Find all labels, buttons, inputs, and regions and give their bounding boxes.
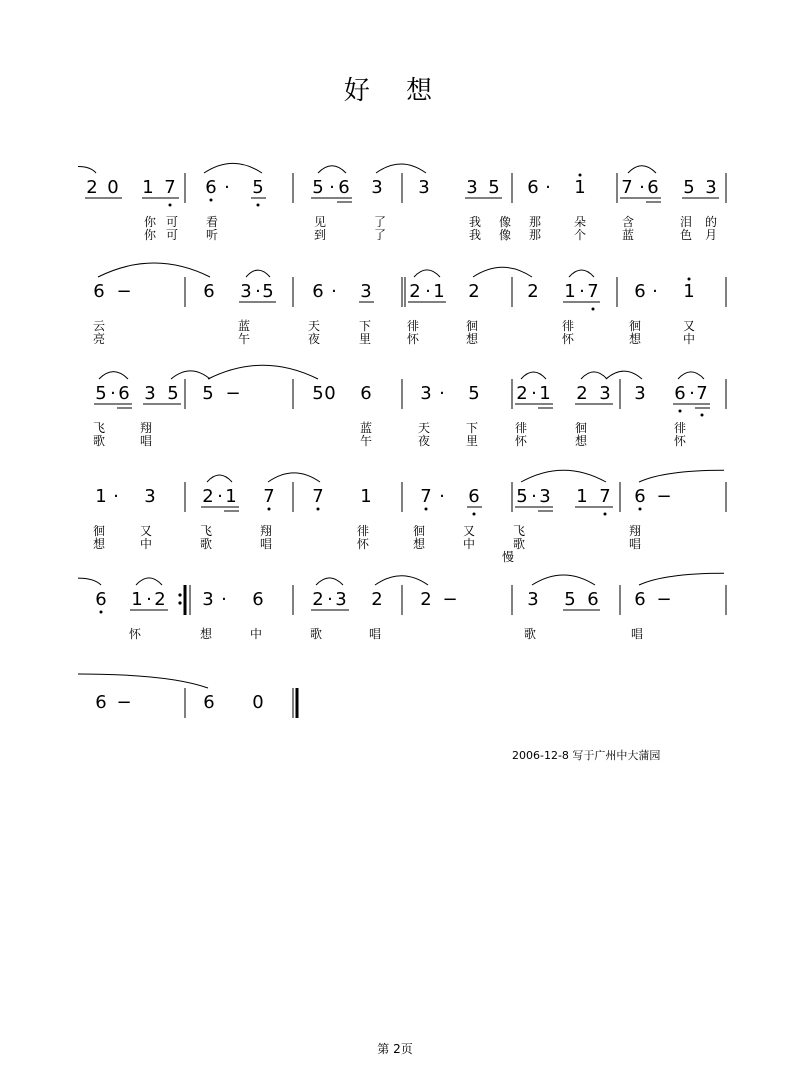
lyric-char: 里 — [358, 332, 372, 346]
note: 1 — [564, 281, 576, 302]
note: 6 — [674, 383, 686, 404]
note: 6 — [95, 589, 107, 610]
note: − — [225, 383, 241, 404]
lyric-char: 听 — [205, 228, 219, 242]
note: 3 — [420, 383, 432, 404]
lyric-char: 唱 — [628, 537, 642, 551]
lyric-char: 里 — [465, 434, 479, 448]
slur — [376, 164, 426, 173]
lyric-char: 飞 — [92, 421, 106, 435]
lyric-char: 了 — [373, 215, 387, 229]
lyric-char: 徊 — [465, 319, 479, 333]
note: 2 — [527, 281, 539, 302]
lyric-char: 徘 — [514, 421, 528, 435]
octave-low-dot — [317, 508, 320, 511]
augmentation-dot: · — [439, 486, 445, 507]
note: − — [442, 589, 458, 610]
note: 3 — [360, 281, 372, 302]
lyric-char: 了 — [373, 228, 387, 242]
augmentation-dot: · — [331, 281, 337, 302]
note: 6 — [468, 486, 480, 507]
lyric-char: 午 — [237, 332, 251, 346]
lyric-char: 像 — [498, 228, 512, 242]
lyric-char: 想 — [465, 332, 479, 346]
note: 5 — [167, 383, 179, 404]
note: 7 — [621, 177, 633, 198]
note: 2 — [86, 177, 98, 198]
note: 2 — [409, 281, 421, 302]
repeat-dot — [178, 601, 181, 604]
slur — [171, 371, 210, 379]
lyric-char: 中 — [462, 537, 476, 551]
note: 6 — [647, 177, 659, 198]
slur — [581, 372, 607, 379]
note: 6 — [93, 281, 105, 302]
lyric-char: 色 — [679, 228, 693, 242]
note: 1 — [360, 486, 372, 507]
slur — [375, 576, 428, 585]
augmentation-dot: · — [110, 383, 116, 404]
lyric-char: 想 — [412, 537, 426, 551]
lyric-char: 歌 — [523, 627, 537, 641]
lyric-char: 想 — [628, 332, 642, 346]
repeat-dot — [178, 593, 181, 596]
lyric-char: 慢 — [501, 550, 515, 564]
note: 0 — [324, 383, 336, 404]
note: 3 — [202, 589, 214, 610]
note: 2 — [312, 589, 324, 610]
lyric-char: 翔 — [628, 524, 642, 538]
lyric-char: 个 — [573, 228, 587, 242]
lyric-char: 亮 — [92, 332, 106, 346]
lyric-char: 唱 — [630, 627, 644, 641]
augmentation-dot: · — [531, 383, 537, 404]
note: 3 — [539, 486, 551, 507]
lyric-char: 徊 — [628, 319, 642, 333]
lyric-char: 飞 — [512, 524, 526, 538]
note: 7 — [420, 486, 432, 507]
lyric-char: 怀 — [673, 434, 687, 448]
slur — [606, 371, 642, 379]
note: 5 — [488, 177, 500, 198]
note: 7 — [312, 486, 324, 507]
octave-low-dot — [473, 513, 476, 516]
octave-low-dot — [268, 508, 271, 511]
note: 6 — [527, 177, 539, 198]
lyric-char: 天 — [417, 421, 431, 435]
slur — [78, 578, 101, 585]
note: 3 — [599, 383, 611, 404]
augmentation-dot: · — [579, 281, 585, 302]
lyric-char: 唱 — [368, 627, 382, 641]
note: 7 — [587, 281, 599, 302]
lyric-char: 徊 — [574, 421, 588, 435]
slur — [207, 475, 232, 482]
note: 5 — [95, 383, 107, 404]
lyric-char: 翔 — [259, 524, 273, 538]
lyric-char: 想 — [574, 434, 588, 448]
slur — [569, 270, 594, 277]
note: 3 — [466, 177, 478, 198]
note: 3 — [371, 177, 383, 198]
augmentation-dot: · — [531, 486, 537, 507]
octave-low-dot — [425, 508, 428, 511]
octave-low-dot — [257, 204, 260, 207]
octave-low-dot — [592, 308, 595, 311]
lyric-char: 含 — [621, 215, 635, 229]
lyric-char: 夜 — [417, 434, 431, 448]
note: 6 — [338, 177, 350, 198]
augmentation-dot: · — [545, 177, 551, 198]
note: 0 — [252, 692, 264, 713]
lyric-char: 夜 — [307, 332, 321, 346]
note: 1 — [683, 281, 695, 302]
lyric-char: 徊 — [412, 524, 426, 538]
lyric-char: 月 — [704, 228, 718, 242]
note: 6 — [634, 486, 646, 507]
note: 1 — [142, 177, 154, 198]
note: 1 — [225, 486, 237, 507]
augmentation-dot: · — [689, 383, 695, 404]
note: 6 — [312, 281, 324, 302]
slur — [78, 167, 96, 173]
note: 3 — [705, 177, 717, 198]
note: 1 — [95, 486, 107, 507]
lyric-char: 中 — [682, 332, 696, 346]
lyric-char: 怀 — [356, 537, 370, 551]
note: 6 — [118, 383, 130, 404]
lyric-char: 可 — [165, 228, 179, 242]
lyric-char: 云 — [92, 319, 106, 333]
note: 3 — [144, 486, 156, 507]
slur — [639, 573, 724, 585]
slur — [246, 270, 270, 277]
slur — [521, 470, 606, 482]
lyric-char: 可 — [165, 215, 179, 229]
note: 7 — [164, 177, 176, 198]
note: 6 — [203, 692, 215, 713]
composition-date-note: 2006-12-8 写于广州中大蒲园 — [512, 749, 661, 762]
octave-low-dot — [210, 199, 213, 202]
lyric-char: 那 — [528, 228, 542, 242]
augmentation-dot: · — [221, 589, 227, 610]
lyric-char: 蓝 — [237, 319, 251, 333]
octave-low-dot — [639, 508, 642, 511]
octave-high-dot — [579, 174, 582, 177]
lyric-char: 见 — [313, 215, 327, 229]
lyric-char: 唱 — [259, 537, 273, 551]
slur — [136, 578, 162, 585]
lyric-char: 徘 — [406, 319, 420, 333]
note: 6 — [587, 589, 599, 610]
note: 2 — [371, 589, 383, 610]
note: 1 — [576, 486, 588, 507]
octave-low-dot — [100, 611, 103, 614]
note: 5 — [312, 383, 324, 404]
slur — [98, 263, 210, 277]
note: 2 — [468, 281, 480, 302]
augmentation-dot: · — [425, 281, 431, 302]
slur — [678, 372, 704, 379]
lyric-char: 歌 — [92, 434, 106, 448]
lyric-char: 你 — [143, 215, 157, 229]
page-number: 第 2页 — [377, 1042, 413, 1056]
note: 7 — [263, 486, 275, 507]
augmentation-dot: · — [217, 486, 223, 507]
slur — [318, 166, 346, 173]
note: 1 — [131, 589, 143, 610]
note: 0 — [107, 177, 119, 198]
note: 6 — [634, 281, 646, 302]
augmentation-dot: · — [113, 486, 119, 507]
augmentation-dot: · — [255, 281, 261, 302]
note: 5 — [312, 177, 324, 198]
note: 5 — [262, 281, 274, 302]
slur — [268, 473, 320, 482]
note: 1 — [574, 177, 586, 198]
slur — [99, 372, 128, 379]
lyric-char: 那 — [528, 215, 542, 229]
note: 5 — [516, 486, 528, 507]
augmentation-dot: · — [329, 177, 335, 198]
note: 7 — [696, 383, 708, 404]
lyric-char: 像 — [498, 215, 512, 229]
lyric-char: 蓝 — [359, 421, 373, 435]
note: 6 — [205, 177, 217, 198]
augmentation-dot: · — [639, 177, 645, 198]
note: 2 — [154, 589, 166, 610]
note: 6 — [252, 589, 264, 610]
note: 3 — [418, 177, 430, 198]
lyric-char: 看 — [205, 215, 219, 229]
lyric-char: 又 — [682, 319, 696, 333]
octave-low-dot — [169, 204, 172, 207]
lyric-char: 中 — [139, 537, 153, 551]
octave-low-dot — [604, 513, 607, 516]
note: 5 — [564, 589, 576, 610]
octave-high-dot — [688, 278, 691, 281]
lyric-char: 怀 — [128, 627, 142, 641]
lyric-char: 徘 — [356, 524, 370, 538]
note: 1 — [539, 383, 551, 404]
lyric-char: 翔 — [139, 421, 153, 435]
lyric-char: 我 — [468, 228, 482, 242]
augmentation-dot: · — [439, 383, 445, 404]
lyric-char: 午 — [359, 434, 373, 448]
lyric-char: 的 — [704, 215, 718, 229]
augmentation-dot: · — [146, 589, 152, 610]
note: 6 — [203, 281, 215, 302]
song-title: 好 想 — [343, 76, 447, 106]
lyric-char: 又 — [462, 524, 476, 538]
slur — [204, 163, 262, 173]
note: 3 — [335, 589, 347, 610]
note: − — [656, 486, 672, 507]
note: − — [116, 281, 132, 302]
note: 7 — [599, 486, 611, 507]
note: 2 — [576, 383, 588, 404]
note: 5 — [468, 383, 480, 404]
slur — [521, 372, 546, 379]
augmentation-dot: · — [224, 177, 230, 198]
lyric-char: 想 — [92, 537, 106, 551]
slur — [532, 575, 595, 585]
lyric-char: 飞 — [199, 524, 213, 538]
lyric-char: 天 — [307, 319, 321, 333]
note: 3 — [634, 383, 646, 404]
lyric-char: 你 — [143, 228, 157, 242]
slur — [316, 578, 343, 585]
lyric-char: 下 — [465, 421, 479, 435]
note: 5 — [202, 383, 214, 404]
slur — [639, 470, 724, 482]
lyric-char: 歌 — [512, 537, 526, 551]
slur — [628, 166, 656, 173]
lyric-char: 徊 — [92, 524, 106, 538]
lyric-char: 朵 — [573, 215, 587, 229]
octave-low-dot — [679, 410, 682, 413]
lyric-char: 下 — [358, 319, 372, 333]
lyric-char: 泪 — [679, 215, 693, 229]
note: 6 — [360, 383, 372, 404]
note: 3 — [240, 281, 252, 302]
augmentation-dot: · — [652, 281, 658, 302]
lyric-char: 怀 — [406, 332, 420, 346]
note: 5 — [252, 177, 264, 198]
lyric-char: 蓝 — [621, 228, 635, 242]
note: 3 — [144, 383, 156, 404]
lyric-char: 歌 — [199, 537, 213, 551]
lyric-char: 又 — [139, 524, 153, 538]
note: 3 — [527, 589, 539, 610]
lyric-char: 徘 — [673, 421, 687, 435]
lyric-char: 想 — [199, 627, 213, 641]
note: 6 — [95, 692, 107, 713]
note: 2 — [420, 589, 432, 610]
lyric-char: 唱 — [139, 434, 153, 448]
lyric-char: 怀 — [561, 332, 575, 346]
lyric-char: 怀 — [514, 434, 528, 448]
note: − — [656, 589, 672, 610]
lyric-char: 我 — [468, 215, 482, 229]
lyric-char: 歌 — [309, 627, 323, 641]
slur — [473, 267, 532, 277]
octave-low-dot — [701, 414, 704, 417]
note: 2 — [516, 383, 528, 404]
note: − — [116, 692, 132, 713]
note: 2 — [202, 486, 214, 507]
note: 6 — [634, 589, 646, 610]
slur — [78, 674, 208, 688]
note: 1 — [433, 281, 445, 302]
lyric-char: 徘 — [561, 319, 575, 333]
lyric-char: 到 — [313, 228, 327, 242]
augmentation-dot: · — [327, 589, 333, 610]
slur — [208, 365, 318, 379]
slur — [414, 270, 440, 277]
lyric-char: 中 — [249, 627, 263, 641]
note: 5 — [683, 177, 695, 198]
